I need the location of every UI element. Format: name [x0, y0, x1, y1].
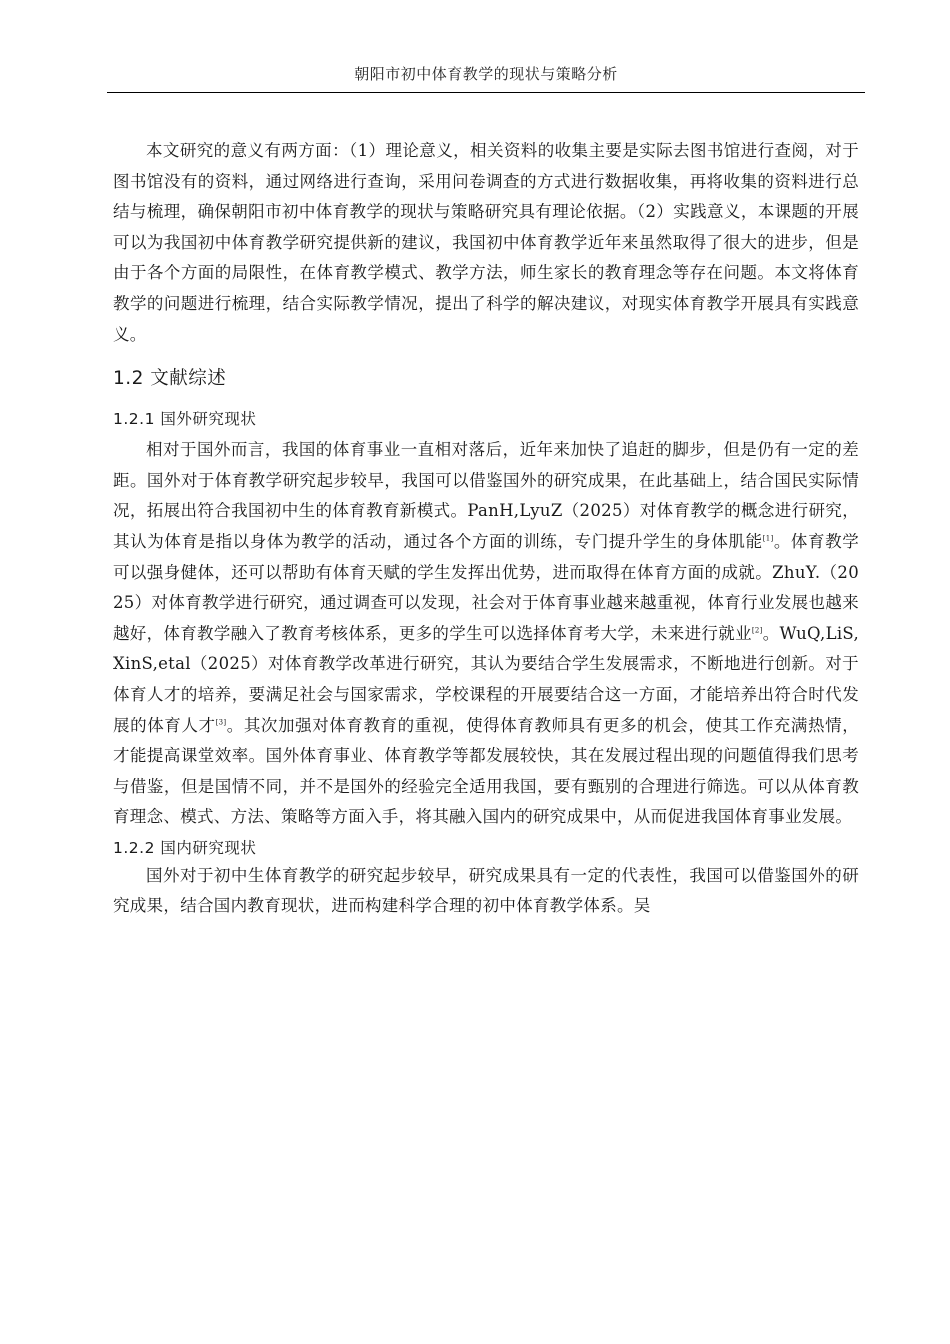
section-heading-1-2: 1.2 文献综述 — [113, 368, 227, 390]
document-body — [113, 136, 859, 922]
citation-marker: [1] — [762, 534, 774, 543]
paragraph-text: 。体育教学可以强身健体，还可以帮助有体育天赋的学生发挥出优势，进而取得在体育方面的成就。ZhuY.（2025）对体育教学进行研究，通过调查可以发现，社会对于体育事业越来越重视，体育行业发展也越来越好，体育教学融入了教育考核体系，更多的学生可以选择体育考大学，未来进行就业 — [113, 531, 859, 643]
intro-paragraph: 本文研究的意义有两方面：（1）理论意义，相关资料的收集主要是实际去图书馆进行查阅，对于图书馆没有的资料，通过网络进行查询，采用问卷调查的方式进行数据收集，再将收集的资料进行总结与梳理，确保朝阳市初中体育教学的现状与策略研究具有理论依据。（2）实践意义，本课题的开展可以为我国初中体育教学研究提供新的建议，我国初中体育教学近年来虽然取得了很大的进步，但是由于各个方面的局限性，在体育教学模式、教学方法，师生家长的教育理念等存在问题。本文将体育教学的问题进行梳理，结合实际教学情况，提出了科学的解决建议，对现实体育教学开展具有实践意义。 — [113, 141, 859, 344]
foreign-research-paragraph — [113, 435, 859, 833]
running-header: 朝阳市初中体育教学的现状与策略分析 — [354, 65, 618, 83]
paragraph-text: 相对于国外而言，我国的体育事业一直相对落后，近年来加快了追赶的脚步，但是仍有一定的差距。国外对于体育教学研究起步较早，我国可以借鉴国外的研究成果，在此基础上，结合国民实际情况，拓展出符合我国初中生的体育教育新模式。PanH,LyuZ（2025）对体育教学的概念进行研究，其认为体育是指以身体为教学的活动，通过各个方面的训练，专门提升学生的身体肌能 — [113, 440, 859, 551]
paragraph-text: 。其次加强对体育教育的重视，使得体育教师具有更多的机会，使其工作充满热情，才能提高课堂效率。国外体育事业、体育教学等都发展较快，其在发展过程出现的问题值得我们思考与借鉴，但是国情不同，并不是国外的经验完全适用我国，要有甄别的合理进行筛选。可以从体育教育理念、模式、方法、策略等方面入手，将其融入国内的研究成果中，从而促进我国体育事业发展。 — [113, 715, 859, 827]
citation-marker: [2] — [751, 626, 763, 635]
subsection-heading-1-2-2: 1.2.2 国内研究现状 — [113, 838, 257, 857]
header-rule — [107, 92, 865, 93]
domestic-research-paragraph: 国外对于初中生体育教学的研究起步较早，研究成果具有一定的代表性，我国可以借鉴国外的研究成果，结合国内教育现状，进而构建科学合理的初中体育教学体系。吴 — [113, 865, 859, 916]
paragraph-text: 。WuQ,LiS,XinS,etal（2025）对体育教学改革进行研究，其认为要结合学生发展需求，不断地进行创新。对于体育人才的培养，要满足社会与国家需求，学校课程的开展要结合这一方面，才能培养出符合时代发展的体育人才 — [113, 623, 859, 735]
subsection-heading-1-2-1: 1.2.1 国外研究现状 — [113, 410, 257, 429]
citation-marker: [3] — [215, 718, 227, 726]
